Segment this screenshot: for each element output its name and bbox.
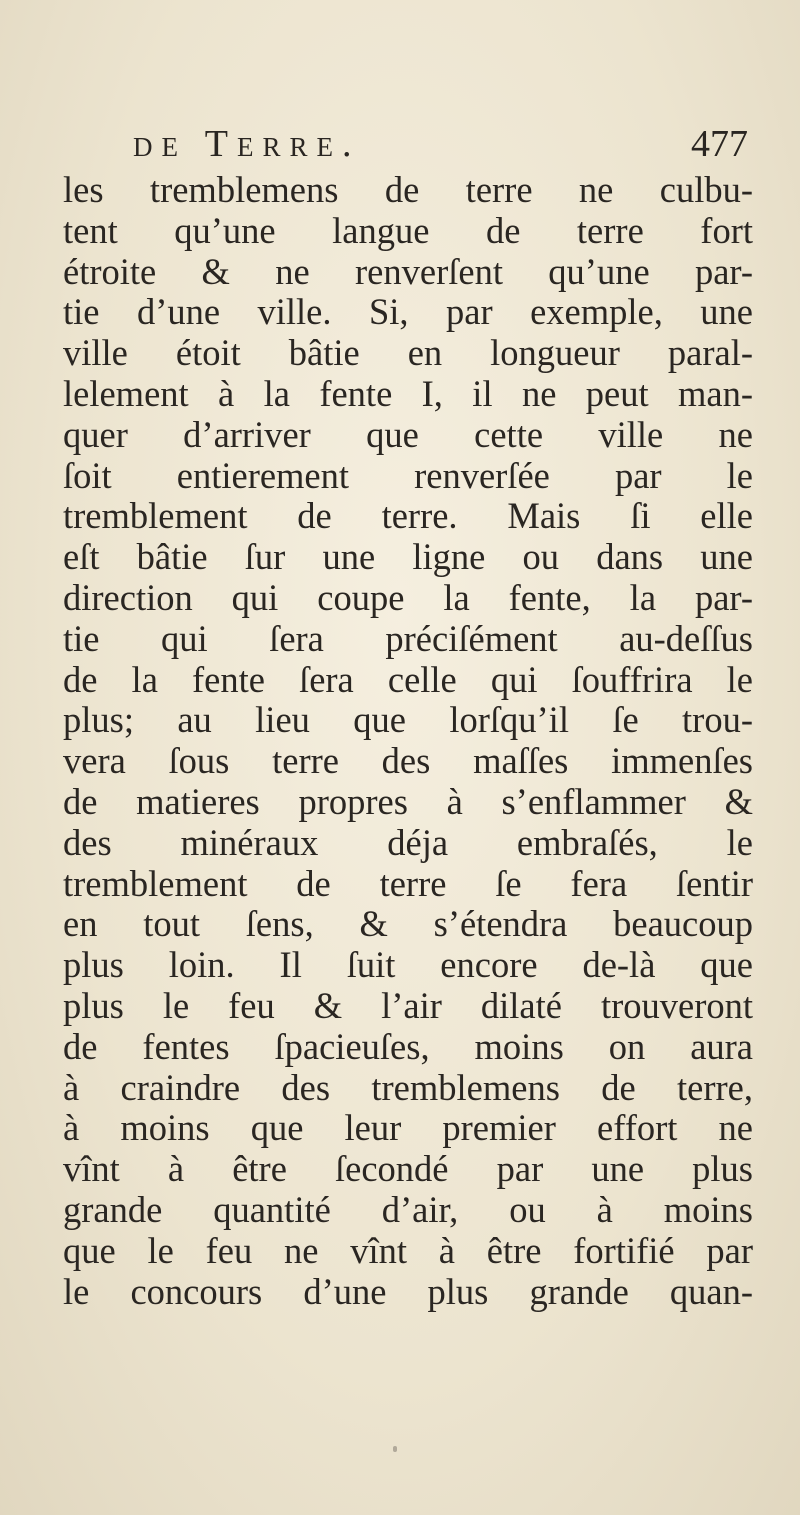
text-line: tie d’une ville. Si, par exemple, une (63, 291, 753, 333)
page-number: 477 (691, 123, 748, 165)
text-line: de la fente ſera celle qui ſouffrira le (63, 658, 753, 700)
text-line: les tremblemens de terre ne culbu- (63, 169, 753, 210)
text-line: tremblement de terre ſe fera ſentir (63, 862, 753, 904)
text-line: à moins que leur premier effort ne (63, 1107, 753, 1149)
text-line: en tout ſens, & s’étendra beaucoup (63, 903, 753, 945)
body-text (63, 170, 753, 1312)
text-line: lelement à la fente I, il ne peut man- (63, 372, 753, 414)
text-line: eſt bâtie ſur une ligne ou dans une (63, 536, 753, 578)
text-line: ville étoit bâtie en longueur paral- (63, 332, 753, 374)
text-line: vînt à être ſecondé par une plus (63, 1148, 753, 1190)
running-title: de Terre. (133, 123, 361, 165)
text-line: plus; au lieu que lorſqu’il ſe trou- (63, 699, 753, 741)
text-line: grande quantité d’air, ou à moins (63, 1188, 753, 1230)
text-line: de matieres propres à s’enflammer & (63, 780, 753, 822)
text-line: ſoit entierement renverſée par le (63, 454, 753, 496)
text-line: plus le feu & l’air dilaté trouveront (63, 984, 753, 1026)
text-line: le concours d’une plus grande quan- (63, 1270, 753, 1312)
text-line: vera ſous terre des maſſes immenſes (63, 740, 753, 782)
text-line: que le feu ne vînt à être fortifié par (63, 1229, 753, 1271)
text-line: tie qui ſera préciſément au-deſſus (63, 617, 753, 659)
paper-speck (393, 1446, 397, 1452)
text-line: de fentes ſpacieuſes, moins on aura (63, 1025, 753, 1067)
text-line: des minéraux déja embraſés, le (63, 821, 753, 863)
text-line: tremblement de terre. Mais ſi elle (63, 495, 753, 537)
text-line: plus loin. Il ſuit encore de-là que (63, 944, 753, 986)
text-line: quer d’arriver que cette ville ne (63, 413, 753, 455)
page-header (133, 122, 748, 165)
text-line: étroite & ne renverſent qu’une par- (63, 250, 753, 292)
text-line: à craindre des tremblemens de terre, (63, 1066, 753, 1108)
text-line: tent qu’une langue de terre fort (63, 209, 753, 251)
text-line: direction qui coupe la fente, la par- (63, 576, 753, 618)
